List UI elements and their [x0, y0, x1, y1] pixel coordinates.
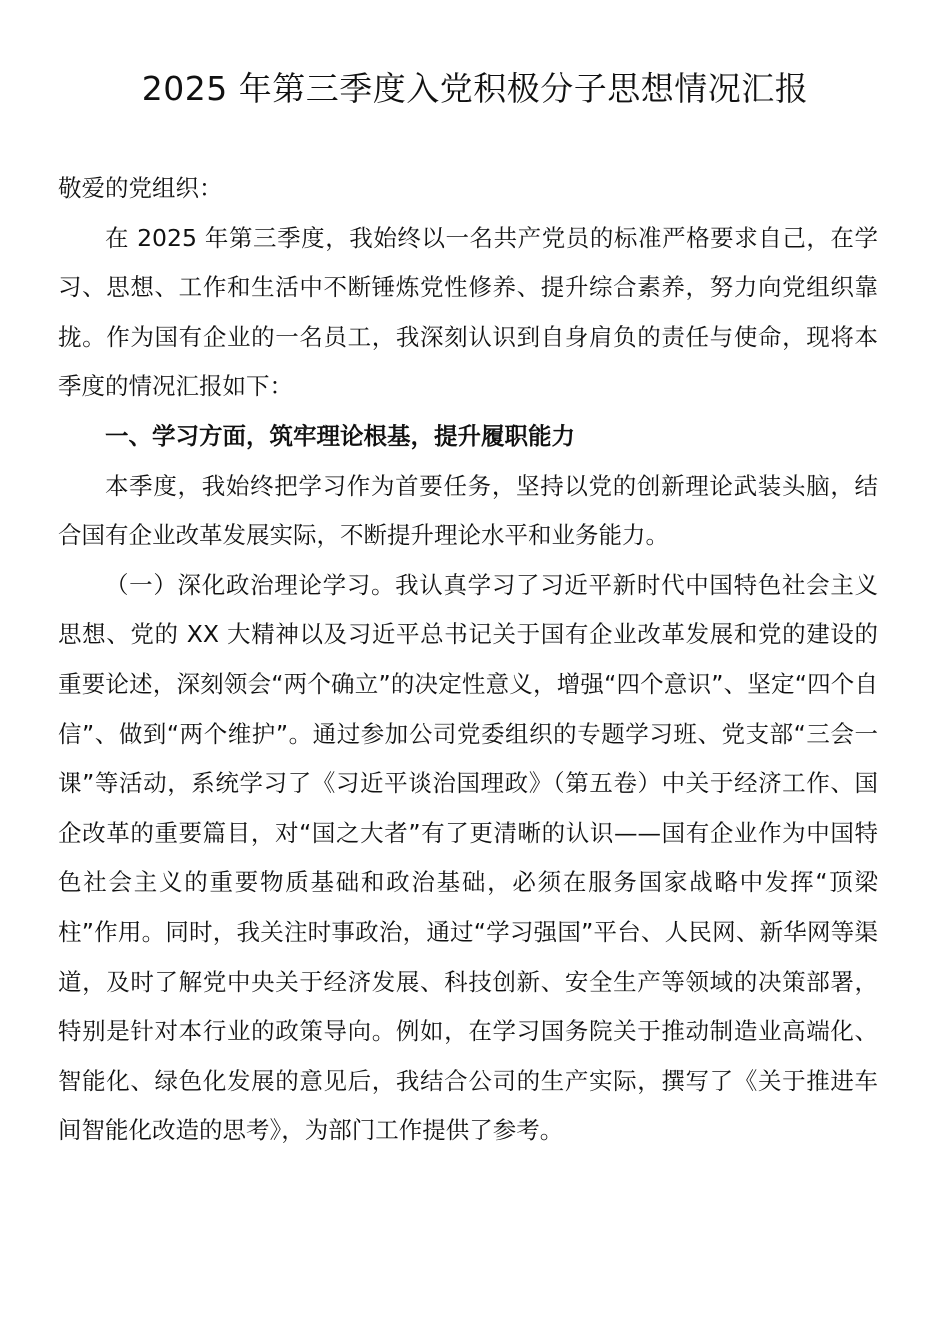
subsection-paragraph: （一）深化政治理论学习。我认真学习了习近平新时代中国特色社会主义思想、党的 XX 大精神以及习近平总书记关于国有企业改革发展和党的建设的重要论述，深刻领会“两个确立”的决定性意义，增强“四个意识”、坚定“四个自信”、做到“两个维护”。通过参加公司党委组织的专题学习班、党支部“三会一课”等活动，系统学习了《习近平谈治国理政》（第五卷）中关于经济工作、国企改革的重要篇目，对“国之大者”有了更清晰的认识——国有企业作为中国特色社会主义的重要物质基础和政治基础，必须在服务国家战略中发挥“顶梁柱”作用。同时，我关注时事政治，通过“学习强国”平台、人民网、新华网等渠道，及时了解党中央关于经济发展、科技创新、安全生产等领域的决策部署，特别是针对本行业的政策导向。例如，在学习国务院关于推动制造业高端化、智能化、绿色化发展的意见后，我结合公司的生产实际，撰写了《关于推进车间智能化改造的思考》，为部门工作提供了参考。 — [58, 570, 878, 1145]
section-intro-paragraph: 本季度，我始终把学习作为首要任务，坚持以党的创新理论武装头脑，结合国有企业改革发展实际，不断提升理论水平和业务能力。 — [58, 471, 878, 550]
document-title: 2025 年第三季度入党积极分子思想情况汇报 — [141, 69, 809, 108]
document-body — [58, 164, 878, 1156]
salutation: 敬爱的党组织： — [58, 174, 223, 202]
section-heading: 一、学习方面，筑牢理论根基，提升履职能力 — [105, 421, 575, 450]
intro-paragraph: 在 2025 年第三季度，我始终以一名共产党员的标准严格要求自己，在学习、思想、工作和生活中不断锤炼党性修养、提升综合素养，努力向党组织靠拢。作为国有企业的一名员工，我深刻认识到自身肩负的责任与使命，现将本季度的情况汇报如下： — [58, 223, 878, 401]
